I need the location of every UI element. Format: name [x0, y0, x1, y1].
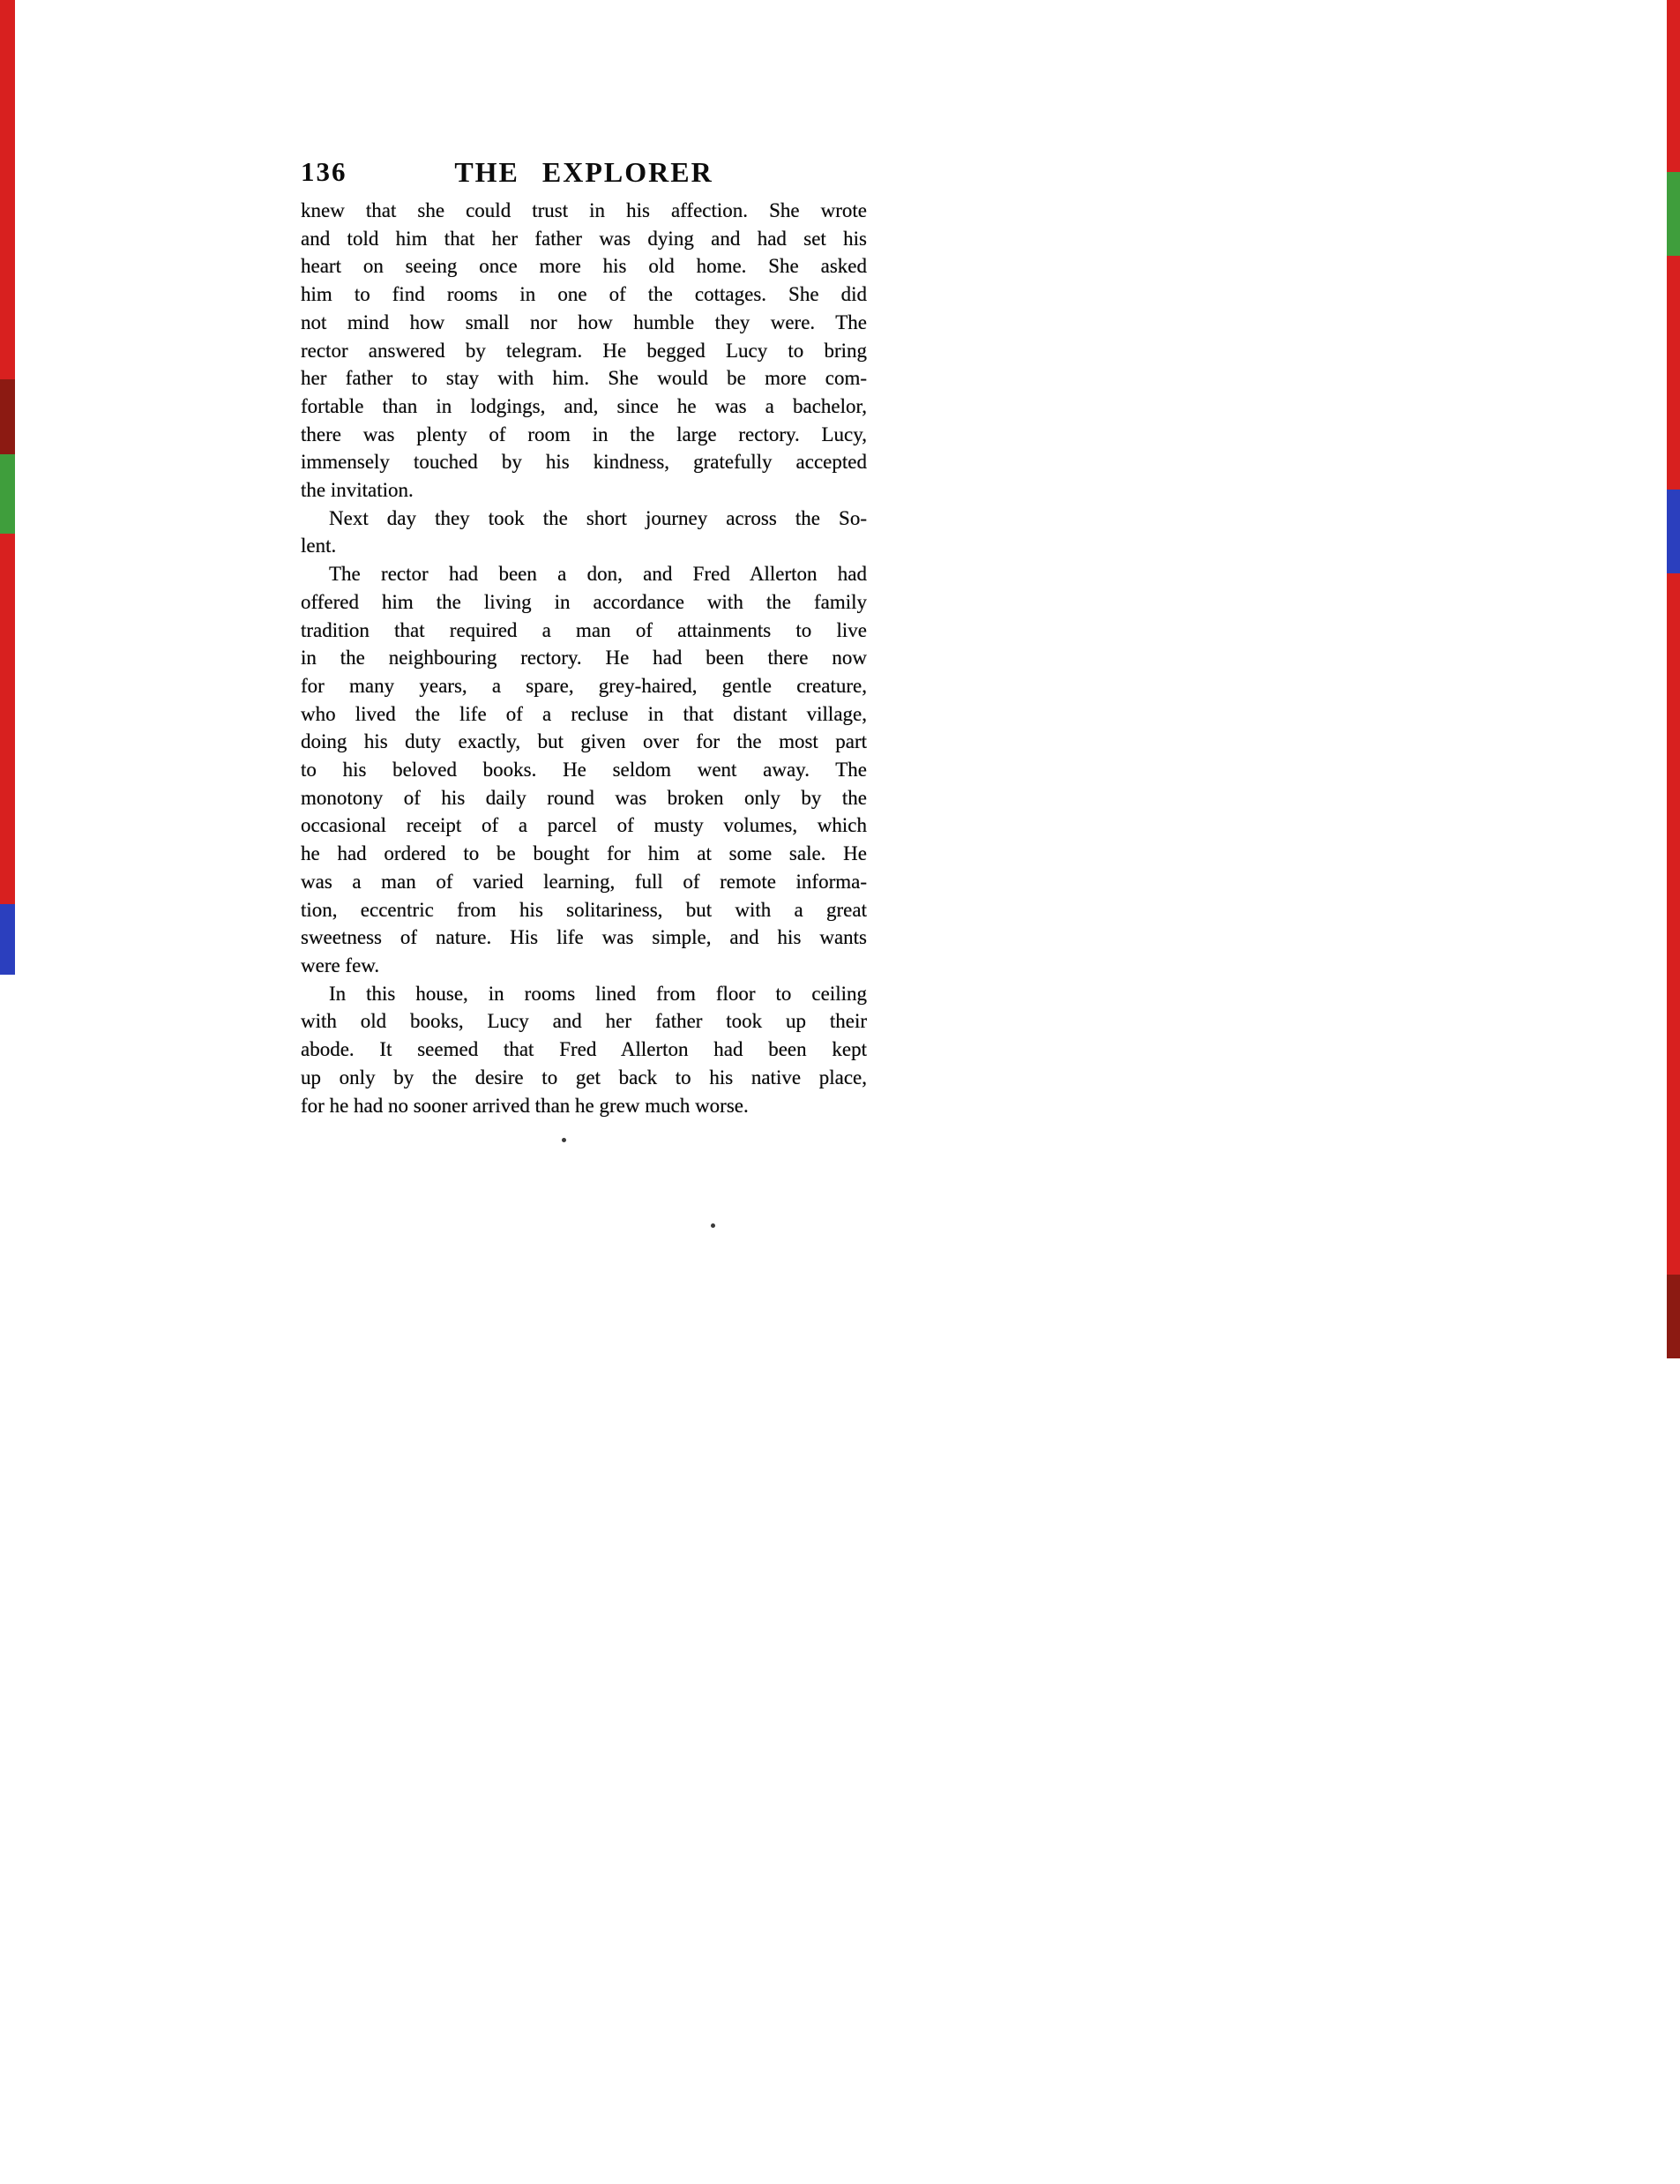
- text-line: fortable than in lodgings, and, since he was a bachelor,: [301, 394, 867, 417]
- text-line: he had ordered to be bought for him at some sale. He: [301, 842, 867, 865]
- text-line: knew that she could trust in his affection. She wrote: [301, 199, 867, 221]
- text-line: him to find rooms in one of the cottages. She did: [301, 283, 867, 306]
- text-line: not mind how small nor how humble they were. The: [301, 310, 867, 333]
- text-line: was a man of varied learning, full of remote informa-: [301, 870, 867, 893]
- page-header: [301, 155, 867, 191]
- text-line: with old books, Lucy and her father took up their: [301, 1010, 867, 1033]
- book-page: [301, 155, 867, 1119]
- text-line: and told him that her father was dying and had set his: [301, 227, 867, 250]
- text-line: her father to stay with him. She would be more com-: [301, 367, 867, 390]
- speck-artifact: [562, 1138, 566, 1142]
- text-line: The rector had been a don, and Fred Allerton had: [329, 563, 867, 586]
- text-line: Next day they took the short journey across the So-: [329, 506, 867, 529]
- text-line: tradition that required a man of attainments to live: [301, 618, 867, 641]
- text-line: abode. It seemed that Fred Allerton had been kept: [301, 1038, 867, 1061]
- text-line: for many years, a spare, grey-haired, gentle creature,: [301, 674, 867, 697]
- text-line: occasional receipt of a parcel of musty volumes, which: [301, 814, 867, 837]
- text-line: the invitation.: [301, 479, 414, 502]
- text-line: to his beloved books. He seldom went away. The: [301, 759, 867, 782]
- text-line: were few.: [301, 954, 380, 976]
- right-scan-stripe: [1667, 0, 1680, 2184]
- text-line: monotony of his daily round was broken only by the: [301, 786, 867, 809]
- speck-artifact: [711, 1223, 715, 1228]
- text-line: heart on seeing once more his old home. She asked: [301, 255, 867, 278]
- text-line: In this house, in rooms lined from floor to ceiling: [329, 982, 867, 1005]
- text-line: in the neighbouring rectory. He had been there now: [301, 647, 867, 669]
- text-line: sweetness of nature. His life was simple, and his wants: [301, 926, 867, 949]
- running-title: THE EXPLORER: [454, 156, 713, 188]
- page-number: 136: [301, 156, 347, 187]
- text-line: who lived the life of a recluse in that distant village,: [301, 702, 867, 725]
- text-block: [301, 197, 867, 1119]
- text-line: rector answered by telegram. He begged Lucy to bring: [301, 339, 867, 362]
- text-line: doing his duty exactly, but given over for the most part: [301, 730, 867, 753]
- text-line: offered him the living in accordance with the family: [301, 590, 867, 613]
- text-line: immensely touched by his kindness, gratefully accepted: [301, 451, 867, 474]
- text-line: there was plenty of room in the large rectory. Lucy,: [301, 423, 867, 445]
- text-line: tion, eccentric from his solitariness, but with a great: [301, 898, 867, 921]
- text-line: lent.: [301, 535, 337, 557]
- left-scan-stripe: [0, 0, 15, 2184]
- text-line: up only by the desire to get back to his native place,: [301, 1066, 867, 1088]
- text-line: for he had no sooner arrived than he grew much worse.: [301, 1094, 749, 1117]
